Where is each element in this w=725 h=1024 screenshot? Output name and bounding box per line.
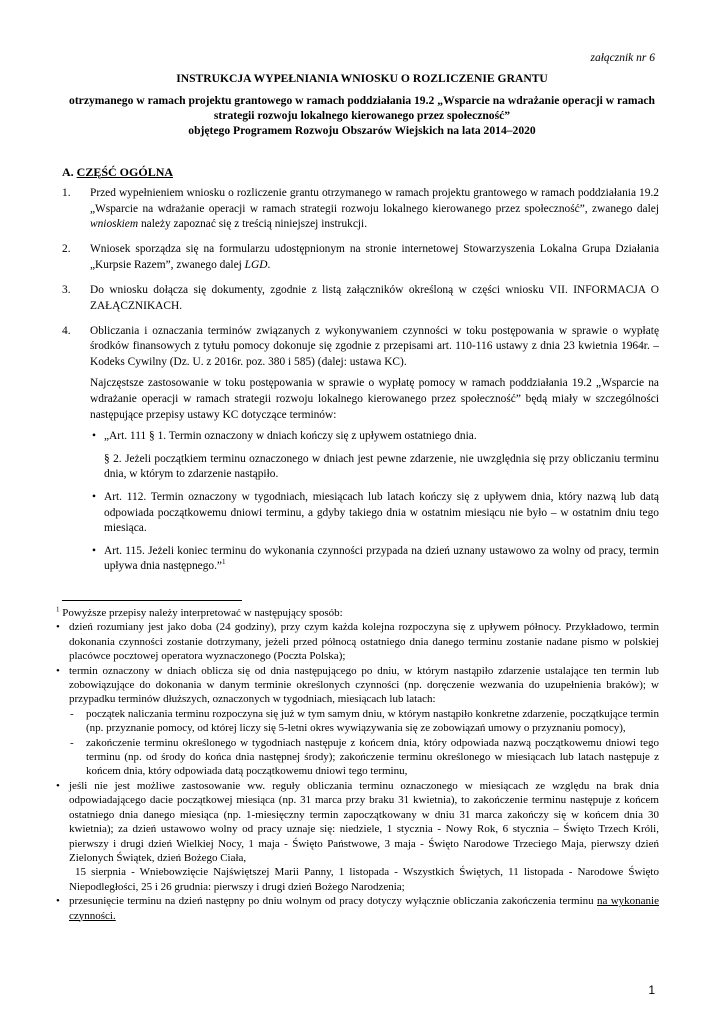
item-text: Do wniosku dołącza się dokumenty, zgodnie z listą załączników określoną w części wniosku VII. INFORMACJA O ZAŁĄCZNIKACH. — [90, 283, 659, 312]
footnote-bullet: • jeśli nie jest możliwe zastosowanie ww. reguły obliczania terminu oznaczonego w miesiącach ze względu na brak dnia odpowiadającego dacie początkowej miesiąca (np. 31 marca przy braku 31 kwietnia), to zakończenie terminu następuje z końcem ostatniego dnia danego miesiąca (np. 1-miesięczny termin zapoczątkowany w dniu 31 marca zakończy się w końcem dnia 30 kwietnia); za dzień ustawowo wolny od pracy uznaje się: niedziele, 1 stycznia - Nowy Rok, 6 stycznia – Święto Trzech Króli, pierwszy i drugi dzień Wielkiej Nocy, 1 maja - Święto Państwowe, 3 maja - Święto Narodowe Trzeciego Maja, pierwszy dzień Zielonych Świątek, dzień Bożego Ciała, 15 sierpnia - Wniebowzięcie Najświętszej Marii Panny, 1 listopada - Wszystkich Świętych, 11 listopada - Narodowe Święto Niepodległości, 25 i 26 grudnia: pierwszy i drugi dzień Bożego Narodzenia; — [56, 779, 659, 893]
page-number: 1 — [648, 983, 655, 997]
item-emphasis: wnioskiem — [90, 218, 139, 231]
bullet-continuation: § 2. Jeżeli początkiem terminu oznaczonego w dniach jest pewne zdarzenie, nie uwzględnia się przy obliczaniu terminu dnia, w którym to zdarzenie nastąpiło. — [104, 452, 659, 481]
section-letter: A. — [62, 165, 74, 179]
law-bullet — [62, 490, 659, 537]
item-text-end: . — [267, 258, 271, 271]
bullet-dot-icon: • — [92, 430, 96, 443]
bullet-dot-icon: • — [56, 779, 60, 792]
bullet-text: „Art. 111 § 1. Termin oznaczony w dniach kończy się z upływem ostatniego dnia. — [104, 430, 477, 443]
item-text: Obliczania i oznaczania terminów związanych z wykonywaniem czynności w toku postępowania w sprawie o wypłatę środków finansowych z tytułu pomocy dokonuje się zgodnie z przepisami art. 110-116 ustawy z dnia 23 kwietnia 1964r. – Kodeks Cywilny (Dz. U. z 2016r. poz. 380 i 585) (dalej: ustawa KC). — [90, 324, 659, 368]
dash-icon: - — [70, 707, 74, 720]
section-heading — [62, 165, 173, 180]
attachment-label: załącznik nr 6 — [590, 52, 655, 64]
list-item — [62, 242, 659, 273]
law-bullet — [62, 429, 659, 445]
footnote-bullet: • przesunięcie terminu na dzień następny po dniu wolnym od pracy dotyczy wyłącznie obliczania zakończenia terminu na wykonanie czynności. — [56, 895, 659, 922]
item-number: 2. — [62, 243, 71, 256]
bullet-dot-icon: • — [92, 544, 96, 557]
footnote-mark: 1 — [56, 605, 60, 614]
section-title: CZĘŚĆ OGÓLNA — [76, 165, 174, 179]
list-item — [62, 283, 659, 314]
bullet-text: Art. 115. Jeżeli koniec terminu do wykonania czynności przypada na dzień uznany ustawowo za wolny od pracy, termin upływa dnia następnego.” — [104, 544, 659, 573]
item-emphasis: LGD — [244, 258, 268, 271]
item-text: Wniosek sporządza się na formularzu udostępnionym na stronie internetowej Stowarzyszenia Lokalna Grupa Działania „Kurpsie Razem”, zwanego dalej — [90, 243, 659, 271]
footnote — [56, 606, 659, 923]
footnote-dash-item: - zakończenie terminu określonego w tygodniach następuje z końcem dnia, który odpowiada nazwą początkowemu dniowi tego terminu (np. od środy do końca dnia następnej środy); zakończenie terminu określonego w miesiącach lub latach następuje z końcem dnia, który odpowiada datą początkowemu dniowi tego terminu, — [70, 736, 659, 778]
item-text-end: należy zapoznać się z treścią niniejszej instrukcji. — [138, 218, 368, 231]
footnote-dash-item: - początek naliczania terminu rozpoczyna się już w tym samym dniu, w którym nastąpiło konkretne zdarzenie, początkujące termin (np. przyznanie pomocy, od której liczy się 5-letni okres wywiązywania się ze zobowiązań umowy o przyznaniu pomocy), — [70, 707, 659, 735]
subtitle-line-1: otrzymanego w ramach projektu grantowego w ramach poddziałania 19.2 „Wsparcie na wdrażanie operacji w ramach strategii rozwoju lokalnego kierowanego przez społeczność” — [69, 94, 655, 122]
bullet-dot-icon: • — [92, 491, 96, 503]
bullet-dot-icon: • — [56, 895, 60, 908]
list-item — [62, 324, 659, 371]
document-title: INSTRUKCJA WYPEŁNIANIA WNIOSKU O ROZLICZENIE GRANTU — [176, 72, 548, 85]
item-number: 1. — [62, 187, 71, 199]
underlined-text: na wykonanie czynności. — [69, 895, 659, 922]
subtitle-line-2: objętego Programem Rozwoju Obszarów Wiejskich na lata 2014–2020 — [188, 124, 536, 137]
footnote-separator — [62, 600, 242, 601]
dash-icon: - — [70, 736, 74, 749]
bullet-text: Art. 112. Termin oznaczony w tygodniach, miesiącach lub latach kończy się z upływem dnia, który nazwą lub datą odpowiada początkowemu dniowi terminu, a gdyby takiego dnia w ostatnim miesiącu nie było – w ostatnim dniu tego miesiąca. — [104, 491, 659, 535]
list-item — [62, 186, 659, 233]
item-paragraph: Najczęstsze zastosowanie w toku postępowania w sprawie o wypłatę pomocy w ramach poddziałania 19.2 „Wsparcie na wdrażanie operacji w ramach strategii rozwoju lokalnego kierowanego przez społeczność” będą miały w szczególności następujące przepisy ustawy KC dotyczące terminów: — [90, 377, 659, 421]
footnote-continuation: 15 sierpnia - Wniebowzięcie Najświętszej Marii Panny, 1 listopada - Wszystkich Świętych, 11 listopada - Narodowe Święto Niepodległości, 25 i 26 grudnia: pierwszy i drugi dzień Bożego Narodzenia; — [69, 866, 659, 893]
law-bullet — [62, 544, 659, 575]
footnote-reference[interactable]: 1 — [221, 558, 226, 567]
footnote-intro: $^1$ Powyższe przepisy należy interpretować w następujący sposób: — [56, 605, 343, 619]
bullet-dot-icon: • — [56, 621, 60, 634]
item-text: Przed wypełnieniem wniosku o rozliczenie grantu otrzymanego w ramach projektu grantowego w ramach poddziałania 19.2 „Wsparcie na wdrażanie operacji w ramach strategii rozwoju lokalnego kierowanego przez społeczność”, zwanego dalej — [90, 187, 659, 215]
bullet-dot-icon: • — [56, 664, 60, 677]
item-number: 3. — [62, 283, 71, 296]
item-number: 4. — [62, 324, 71, 337]
footnote-bullet: • dzień rozumiany jest jako doba (24 godziny), przy czym każda kolejna rozpoczyna się z upływem północy. Przykładowo, termin dokonania czynności zostanie dotrzymany, jeżeli przed północą ostatniego dnia danego terminu zostanie nadane pismo w polskiej placówce pocztowej operatora wyznaczonego (Poczta Polska); — [56, 621, 659, 663]
document-subtitle — [62, 93, 662, 138]
main-content — [62, 186, 659, 582]
footnote-bullet: • termin oznaczony w dniach oblicza się od dnia następującego po dniu, w którym nastąpiło zdarzenie ustalające ten termin lub zobowiązujące do dokonania w danym terminie określonych czynności (np. doręczenie wezwania do uzupełnienia braków); w przypadku terminów dłuższych, oznaczonych w tygodniach, miesiącach lub latach: — [56, 664, 659, 706]
